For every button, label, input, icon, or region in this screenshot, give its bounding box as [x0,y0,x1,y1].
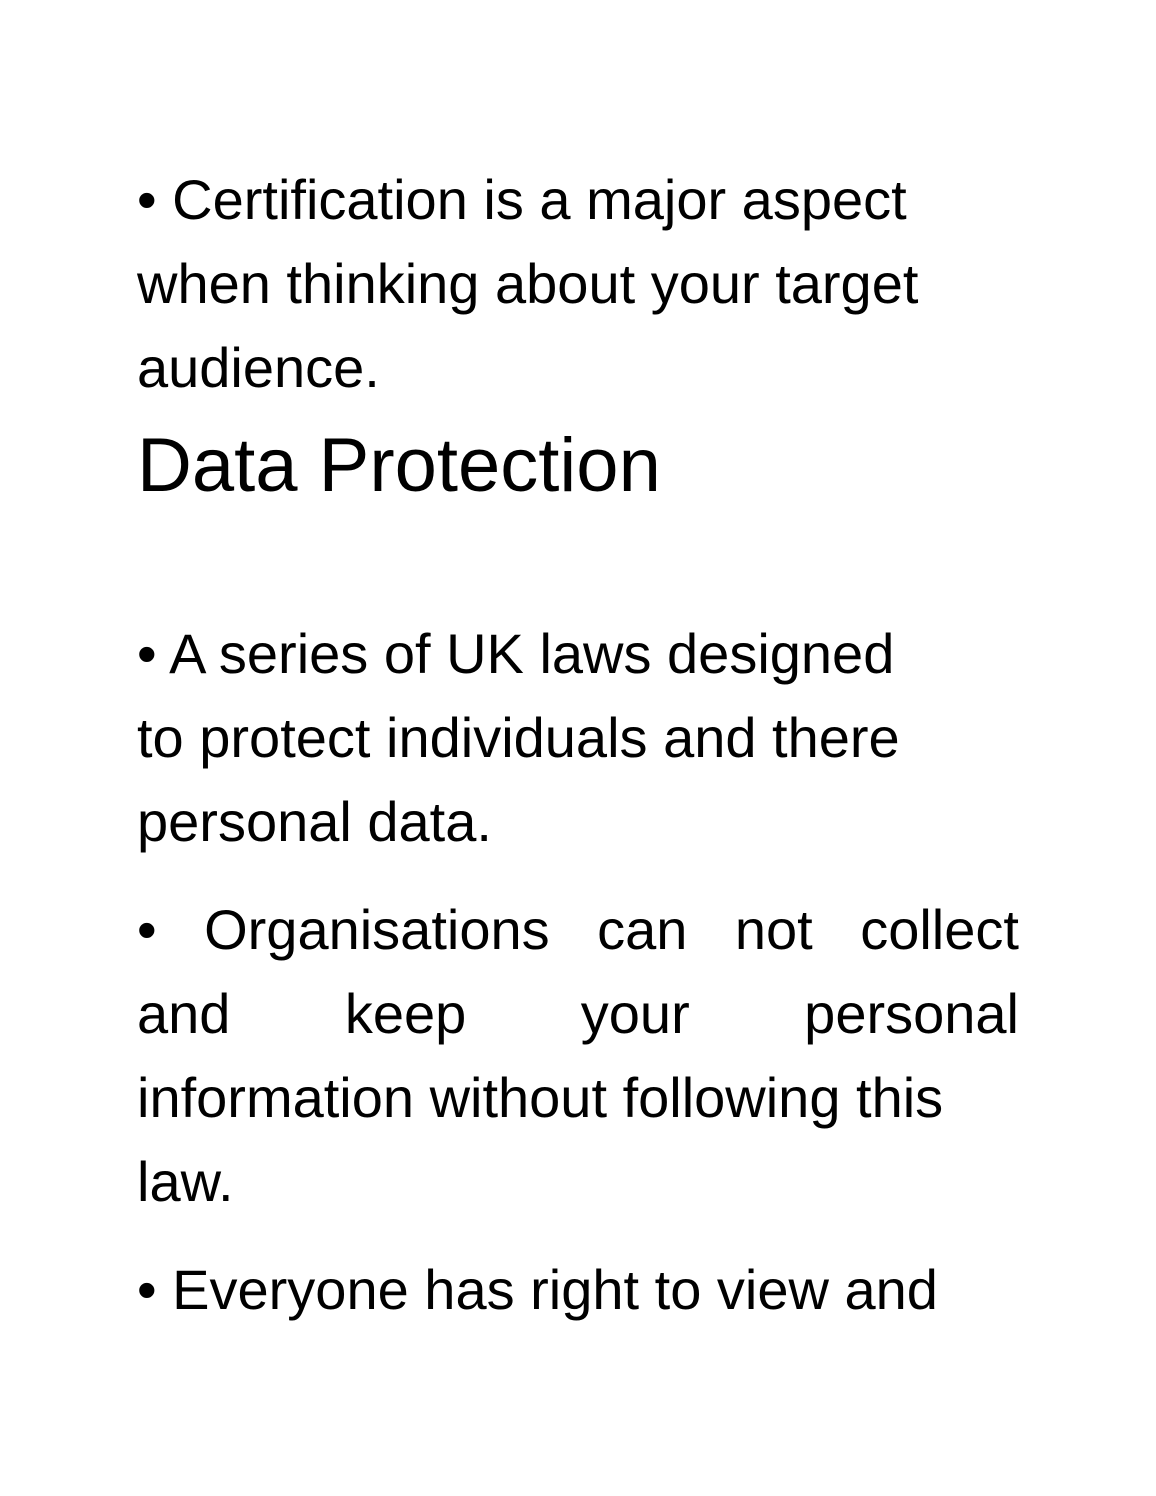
bullet-rights-line-1: • Everyone has right to view and [137,1258,938,1321]
intro-paragraph [137,158,1019,410]
intro-line-3: audience. [137,336,380,399]
bullet-word: collect [860,898,1019,961]
bullet-word: Organisations [204,898,550,961]
intro-line-2: when thinking about your target [137,252,919,315]
bullet-organisations-line-1 [137,888,1019,972]
bullet-organisations-line-3: information without following this [137,1066,944,1129]
bullet-organisations-paragraph [137,888,1019,1224]
bullet-word: your [580,982,690,1045]
bullet-rights-paragraph [137,1248,1019,1332]
bullet-laws-line-3: personal data. [137,790,492,853]
bullet-word: can [597,898,688,961]
bullet-laws-paragraph [137,612,1019,864]
bullet-organisations-line-4: law. [137,1150,234,1213]
bullet-laws-line-2: to protect individuals and there [137,706,900,769]
intro-line-1: • Certification is a major aspect [137,168,907,231]
bullet-word: and [137,982,231,1045]
bullet-laws-line-1: • A series of UK laws designed [137,622,895,685]
bullet-word: • [137,898,157,961]
bullet-word: not [734,898,813,961]
bullet-word: personal [804,982,1019,1045]
bullet-word: keep [344,982,467,1045]
bullet-organisations-line-2 [137,972,1019,1056]
section-heading: Data Protection [137,423,661,508]
